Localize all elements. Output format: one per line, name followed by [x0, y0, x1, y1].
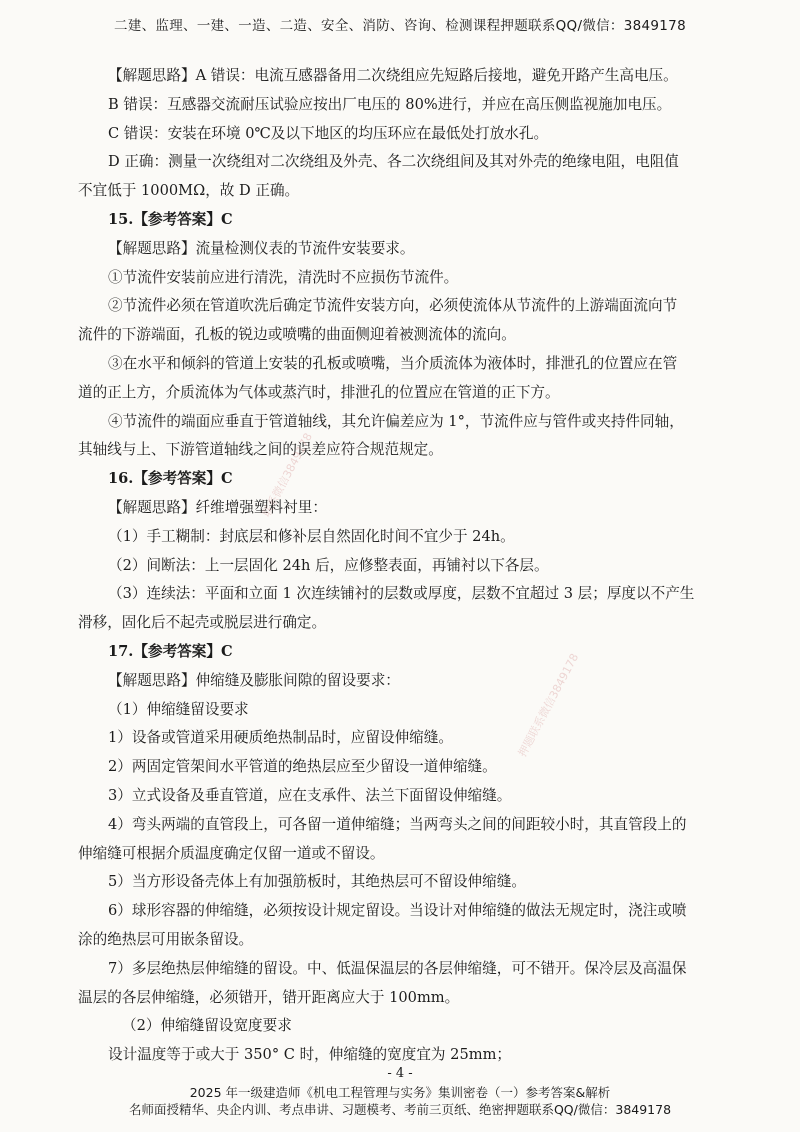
text-line: 流件的下游端面，孔板的锐边或喷嘴的曲面侧迎着被测流体的流向。 — [78, 326, 516, 344]
text-line: 1）设备或管道采用硬质绝热制品时，应留设伸缩缝。 — [108, 729, 453, 747]
text-line: 【解题思路】纤维增强塑料衬里： — [108, 498, 327, 516]
page-header: 二建、监理、一建、一造、二造、安全、消防、咨询、检测课程押题联系QQ/微信：3849178 — [114, 18, 686, 34]
text-line: ①节流件安装前应进行清洗，清洗时不应损伤节流件。 — [108, 268, 459, 286]
text-line: （3）连续法：平面和立面 1 次连续铺衬的层数或厚度，层数不宜超过 3 层；厚度以不产生 — [108, 585, 695, 603]
text-line: （1）伸缩缝留设要求 — [108, 700, 249, 718]
question-17-answer: 17.【参考答案】C — [108, 642, 233, 660]
text-line: 滑移，固化后不起壳或脱层进行确定。 — [78, 614, 327, 632]
text-line: （2）间断法：上一层固化 24h 后，应修整表面，再铺衬以下各层。 — [108, 556, 549, 574]
page-footer — [0, 1084, 800, 1118]
text-line: 3）立式设备及垂直管道，应在支承件、法兰下面留设伸缩缝。 — [108, 786, 512, 804]
text-line: 6）球形容器的伸缩缝，必须按设计规定留设。当设计对伸缩缝的做法无规定时，浇注或喷 — [108, 902, 687, 920]
text-line: 温层的各层伸缩缝，必须错开，错开距离应大于 100mm。 — [78, 988, 460, 1006]
text-line: 【解题思路】A 错误：电流互感器备用二次绕组应先短路后接地，避免开路产生高电压。 — [108, 67, 678, 84]
text-line: 2）两固定管架间水平管道的绝热层应至少留设一道伸缩缝。 — [108, 758, 497, 776]
text-line: ②节流件必须在管道吹洗后确定节流件安装方向，必须使流体从节流件的上游端面流向节 — [108, 297, 678, 315]
text-line: （1）手工糊制：封底层和修补层自然固化时间不宜少于 24h。 — [108, 527, 515, 545]
watermark: 联系微信3849178 — [259, 430, 315, 520]
text-line: 7）多层绝热层伸缩缝的留设。中、低温保温层的各层伸缩缝，可不错开。保冷层及高温保 — [108, 959, 687, 977]
text-line: D 正确：测量一次绕组对二次绕组及外壳、各二次绕组间及其对外壳的绝缘电阻，电阻值 — [108, 153, 679, 171]
footer-title: 2025 年一级建造师《机电工程管理与实务》集训密卷（一）参考答案&解析 — [189, 1085, 611, 1100]
answer-explanations — [78, 62, 738, 1070]
text-line: （2）伸缩缝留设宽度要求 — [122, 1017, 292, 1035]
text-line: 涂的绝热层可用嵌条留设。 — [78, 930, 254, 948]
text-line: ④节流件的端面应垂直于管道轴线，其允许偏差应为 1°，节流件应与管件或夹持件同轴， — [108, 412, 684, 430]
text-line: 不宜低于 1000MΩ，故 D 正确。 — [78, 182, 300, 200]
watermark: 押题联系微信3849178 — [515, 651, 582, 760]
footer-contact: 名师面授精华、央企内训、考点串讲、习题模考、考前三页纸、绝密押题联系QQ/微信：3849178 — [128, 1102, 672, 1117]
text-line: 伸缩缝可根据介质温度确定仅留一道或不留设。 — [78, 844, 385, 862]
text-line: 道的正上方，介质流体为气体或蒸汽时，排泄孔的位置应在管道的正下方。 — [78, 383, 560, 401]
text-line: ③在水平和倾斜的管道上安装的孔板或喷嘴，当介质流体为液体时，排泄孔的位置应在管 — [108, 354, 678, 372]
page-number: - 4 - — [387, 1066, 413, 1081]
text-line: 4）弯头两端的直管段上，可各留一道伸缩缝；当两弯头之间的间距较小时，其直管段上的 — [108, 815, 687, 833]
text-line: B 错误：互感器交流耐压试验应按出厂电压的 80%进行，并应在高压侧监视施加电压。 — [108, 95, 672, 113]
text-line: 【解题思路】伸缩缝及膨胀间隙的留设要求： — [108, 671, 400, 689]
question-15-answer: 15.【参考答案】C — [108, 210, 233, 228]
text-line: 【解题思路】流量检测仪表的节流件安装要求。 — [108, 239, 415, 257]
text-line: 5）当方形设备壳体上有加强筋板时，其绝热层可不留设伸缩缝。 — [108, 873, 526, 891]
text-line: 其轴线与上、下游管道轴线之间的误差应符合规范规定。 — [78, 441, 443, 459]
text-line: C 错误：安装在环境 0℃及以下地区的均压环应在最低处打放水孔。 — [108, 124, 549, 142]
question-16-answer: 16.【参考答案】C — [108, 470, 233, 488]
text-line: 设计温度等于或大于 350° C 时，伸缩缝的宽度宜为 25mm； — [108, 1046, 511, 1064]
